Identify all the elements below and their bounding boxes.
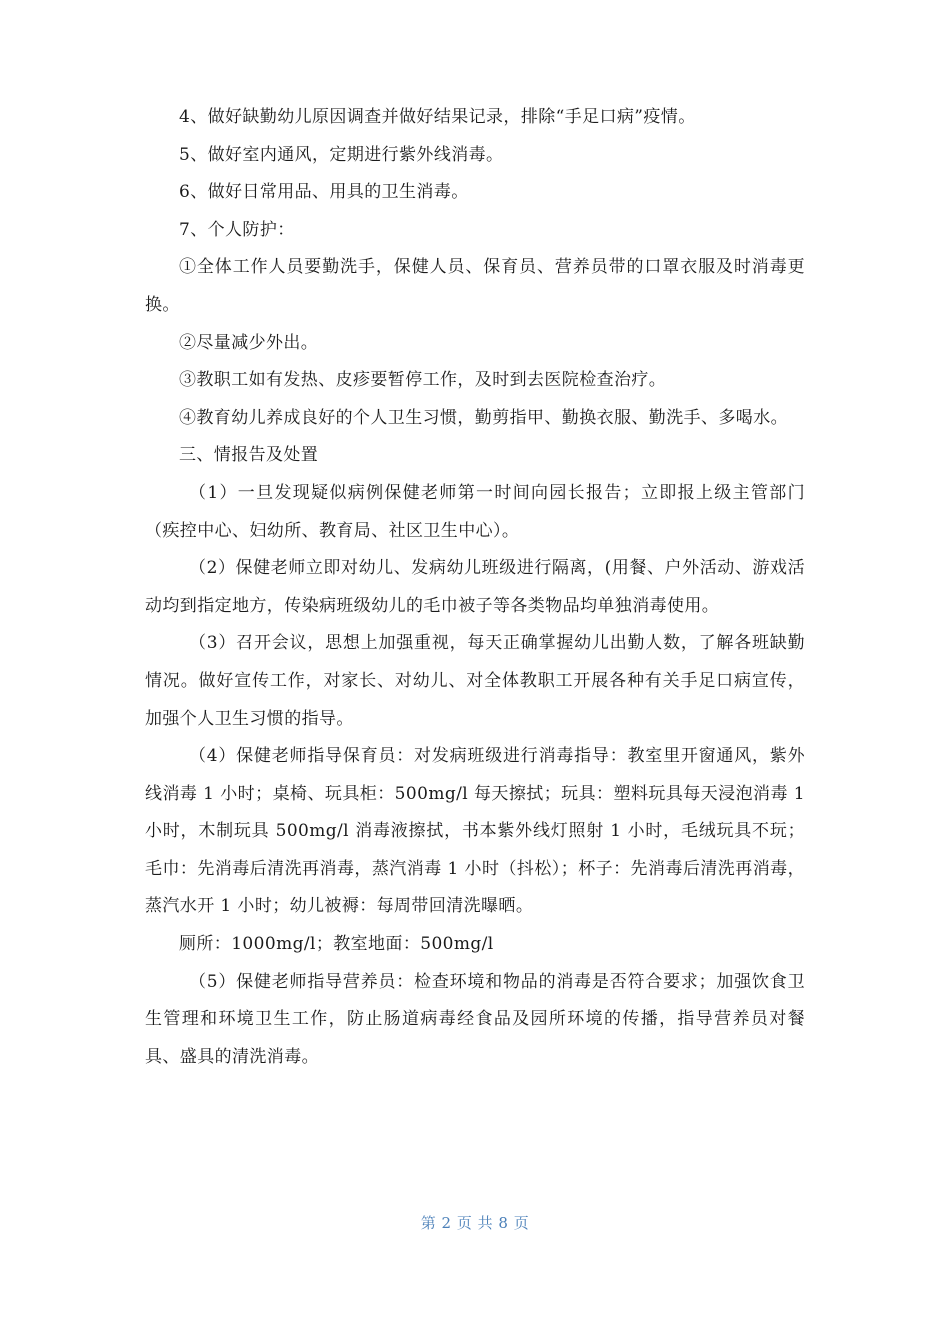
paragraph-step-2: （2）保健老师立即对幼儿、发病幼儿班级进行隔离，(用餐、户外活动、游戏活动均到指定地方，传染病班级幼儿的毛巾被子等各类物品均单独消毒使用。 [145, 558, 805, 616]
paragraph-protection-4: ④教育幼儿养成良好的个人卫生习惯，勤剪指甲、勤换衣服、勤洗手、多喝水。 [179, 407, 788, 428]
paragraph-step-4: （4）保健老师指导保育员：对发病班级进行消毒指导：教室里开窗通风，紫外线消毒 1 小时；桌椅、玩具柜：500mg/l 每天擦拭；玩具：塑料玩具每天浸泡消毒 1 小时，木制玩具 500mg/l 消毒液擦拭，书本紫外线灯照射 1 小时，毛绒玩具不玩；毛巾：先消毒后清洗再消毒，蒸汽消毒 1 小时（抖松）；杯子：先消毒后清洗再消毒，蒸汽水开 1 小时；幼儿被褥：每周带回清洗曝晒。 [145, 746, 811, 917]
paragraph-step-1: （1）一旦发现疑似病例保健老师第一时间向园长报告；立即报上级主管部门（疾控中心、妇幼所、教育局、社区卫生中心）。 [145, 482, 805, 541]
paragraph-item-7: 7、个人防护： [179, 219, 295, 240]
paragraph-item-4: 4、做好缺勤幼儿原因调查并做好结果记录，排除“手足口病”疫情。 [179, 107, 696, 127]
paragraph-item-6: 6、做好日常用品、用具的卫生消毒。 [179, 182, 469, 203]
paragraph-step-3: （3）召开会议，思想上加强重视，每天正确掌握幼儿出勤人数，了解各班缺勤情况。做好宣传工作，对家长、对幼儿、对全体教职工开展各种有关手足口病宣传，加强个人卫生习惯的指导。 [145, 633, 805, 729]
paragraph-protection-3: ③教职工如有发热、皮疹要暂停工作，及时到去医院检查治疗。 [179, 370, 667, 391]
page-number-footer: 第 2 页 共 8 页 [420, 1214, 530, 1232]
paragraph-protection-2: ②尽量减少外出。 [179, 332, 319, 353]
document-body [145, 99, 811, 1076]
section-heading: 三、情报告及处置 [179, 445, 319, 466]
paragraph-item-5: 5、做好室内通风，定期进行紫外线消毒。 [179, 144, 504, 165]
paragraph-disinfect-concentration: 厕所：1000mg/l；教室地面：500mg/l [179, 934, 494, 955]
paragraph-protection-1: ①全体工作人员要勤洗手，保健人员、保育员、营养员带的口罩衣服及时消毒更换。 [145, 257, 805, 315]
paragraph-step-5: （5）保健老师指导营养员：检查环境和物品的消毒是否符合要求；加强饮食卫生管理和环境卫生工作，防止肠道病毒经食品及园所环境的传播，指导营养员对餐具、盛具的清洗消毒。 [145, 971, 805, 1067]
